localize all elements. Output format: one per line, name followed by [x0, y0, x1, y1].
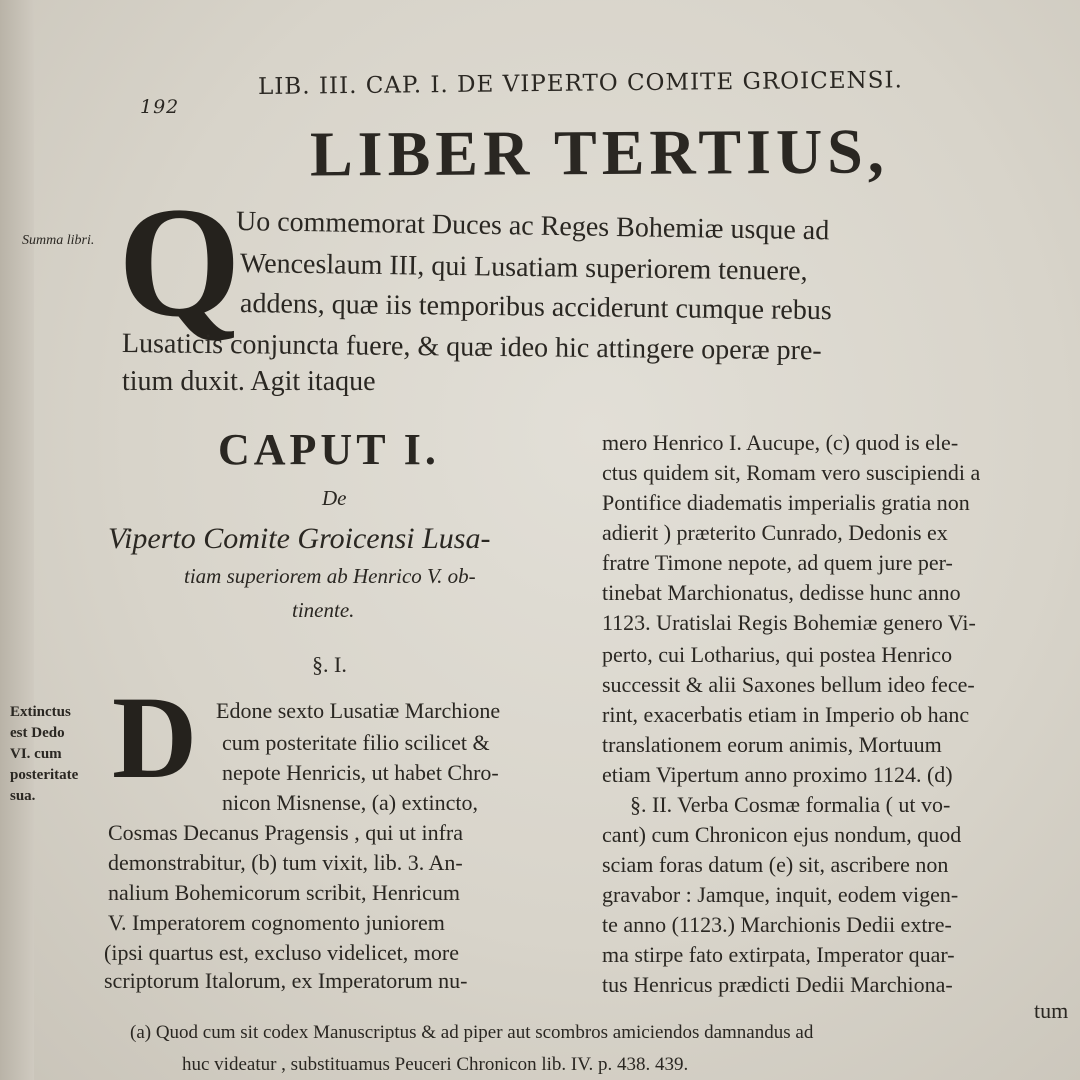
right-column-line: te anno (1123.) Marchionis Dedii extre-	[602, 912, 952, 937]
footnote-line: huc videatur , substituamus Peuceri Chronicon lib. IV. p. 438. 439.	[182, 1054, 689, 1075]
margin-note-line: Extinctus	[10, 704, 71, 720]
right-column-line: gravabor : Jamque, inquit, eodem vigen-	[602, 882, 959, 907]
book-title: LIBER TERTIUS,	[309, 115, 889, 190]
right-column-line: translationem eorum animis, Mortuum	[602, 732, 942, 757]
right-column-line: sciam foras datum (e) sit, ascribere non	[602, 852, 949, 877]
left-column-line: nicon Misnense, (a) extincto,	[222, 790, 478, 815]
margin-note-line: posteritate	[10, 767, 79, 783]
footnote-line: (a) Quod cum sit codex Manuscriptus & ad piper aut scombros amiciendos damnandus ad	[130, 1022, 814, 1043]
summary-dropcap: Q	[118, 175, 241, 350]
running-head: LIB. III. CAP. I. DE VIPERTO COMITE GROICENSI.	[257, 67, 903, 100]
summary-line: tium duxit. Agit itaque	[122, 366, 376, 397]
right-column-line: rint, exacerbatis etiam in Imperio ob hanc	[602, 702, 970, 727]
right-column-line: cant) cum Chronicon ejus nondum, quod	[602, 822, 962, 847]
left-column-line: V. Imperatorem cognomento juniorem	[108, 910, 445, 935]
summary-line: Lusaticis conjuncta fuere, & quæ ideo hic attingere operæ pre-	[121, 328, 822, 367]
right-column-line: ctus quidem sit, Romam vero suscipiendi a	[602, 460, 981, 485]
page-number: 192	[140, 96, 180, 118]
summary-line: addens, quæ iis temporibus acciderunt cumque rebus	[239, 288, 832, 327]
summary-line: Uo commemorat Duces ac Reges Bohemiæ usque ad	[235, 206, 830, 247]
right-column-line: tum	[1034, 998, 1069, 1023]
right-column-line: fratre Timone nepote, ad quem jure per-	[602, 550, 953, 575]
right-column-line: §. II. Verba Cosmæ formalia ( ut vo-	[630, 792, 951, 817]
summary-line: Wenceslaum III, qui Lusatiam superiorem tenuere,	[239, 248, 808, 287]
left-column-line: nalium Bohemicorum scribit, Henricum	[108, 880, 460, 905]
margin-note-line: VI. cum	[10, 746, 62, 762]
chapter-subtitle: tiam superiorem ab Henrico V. ob-	[184, 564, 476, 588]
right-column-line: mero Henrico I. Aucupe, (c) quod is ele-	[602, 430, 959, 455]
right-column-line: tus Henricus prædicti Dedii Marchiona-	[602, 972, 953, 997]
left-column-line: Cosmas Decanus Pragensis , qui ut infra	[108, 820, 463, 845]
right-column-line: 1123. Uratislai Regis Bohemiæ genero Vi-	[602, 610, 976, 635]
right-column-line: successit & alii Saxones bellum ideo fece-	[602, 672, 975, 697]
chapter-subtitle: Viperto Comite Groicensi Lusa-	[108, 522, 491, 555]
left-column-line: nepote Henricis, ut habet Chro-	[222, 760, 499, 785]
chapter-de: De	[322, 486, 347, 510]
chapter-subtitle: tinente.	[292, 598, 355, 622]
left-column-line: scriptorum Italorum, ex Imperatorum nu-	[104, 968, 468, 993]
margin-note-summa: Summa libri.	[22, 233, 95, 248]
right-column-line: perto, cui Lotharius, qui postea Henrico	[602, 642, 953, 667]
chapter-title: CAPUT I.	[218, 425, 440, 474]
left-column-line: cum posteritate filio scilicet &	[222, 730, 490, 755]
right-column-line: adierit ) præterito Cunrado, Dedonis ex	[602, 520, 948, 545]
right-column-line: ma stirpe fato extirpata, Imperator quar-	[602, 942, 955, 967]
paragraph-dropcap: D	[112, 672, 198, 803]
section-mark: §. I.	[312, 652, 347, 677]
right-column-line: etiam Vipertum anno proximo 1124. (d)	[602, 762, 953, 787]
page-edge	[0, 0, 34, 1080]
left-column-line: (ipsi quartus est, excluso videlicet, more	[104, 940, 459, 965]
right-column-line: tinebat Marchionatus, dedisse hunc anno	[602, 580, 961, 605]
left-column-line: Edone sexto Lusatiæ Marchione	[216, 698, 501, 723]
left-column-line: demonstrabitur, (b) tum vixit, lib. 3. An-	[108, 850, 463, 875]
right-column-line: Pontifice diadematis imperialis gratia non	[602, 490, 970, 515]
margin-note-extinctus	[10, 702, 108, 807]
margin-note-line: est Dedo	[10, 725, 65, 741]
margin-note-line: sua.	[10, 788, 36, 804]
